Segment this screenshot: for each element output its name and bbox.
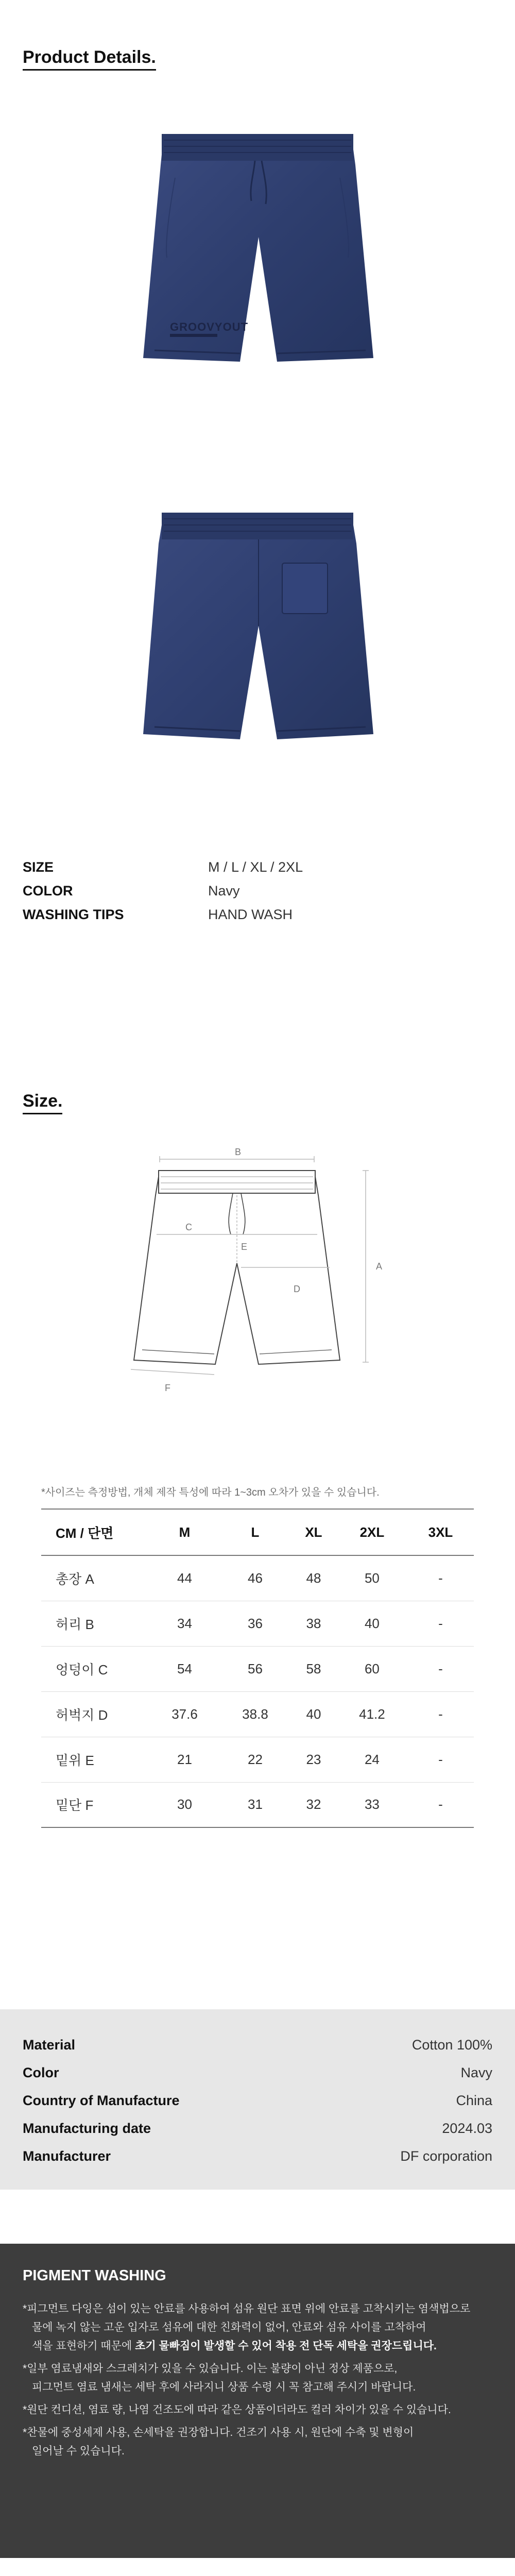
size-table-label: 총장 A: [41, 1555, 149, 1601]
info-row-date: [23, 2114, 492, 2142]
size-table-cell: 56: [220, 1646, 290, 1691]
front-print-logo: GROOVYOUT: [170, 320, 249, 333]
front-shorts-illustration: [139, 129, 376, 366]
size-table-header: XL: [290, 1509, 337, 1555]
size-table-label: 밑위 E: [41, 1737, 149, 1782]
size-table-cell: 22: [220, 1737, 290, 1782]
back-shorts-illustration: [139, 507, 376, 744]
product-info-band: [0, 2009, 515, 2190]
size-table-cell: 31: [220, 1782, 290, 1827]
size-table-row: [41, 1691, 474, 1737]
size-table-cell: 32: [290, 1782, 337, 1827]
pigment-emphasis: 초기 물빠짐이 발생할 수 있어 착용 전 단독 세탁을 권장드립니다.: [135, 2340, 437, 2352]
size-table-cell: 44: [149, 1555, 220, 1601]
size-table-label: 엉덩이 C: [41, 1646, 149, 1691]
info-key: Color: [23, 2064, 59, 2080]
size-table-cell: 37.6: [149, 1691, 220, 1737]
spec-key: SIZE: [23, 859, 54, 875]
size-table-label: 밑단 F: [41, 1782, 149, 1827]
spec-row-washing: [23, 903, 486, 926]
label-f: F: [165, 1383, 170, 1393]
size-table-row: [41, 1782, 474, 1827]
spec-key: COLOR: [23, 883, 73, 899]
size-table-cell: 38: [290, 1601, 337, 1646]
info-row-color: [23, 2059, 492, 2087]
size-table-cell: -: [407, 1691, 474, 1737]
info-row-country: [23, 2087, 492, 2114]
front-shorts-image: [139, 129, 376, 366]
size-table-cell: 30: [149, 1782, 220, 1827]
pigment-text: 물에 녹지 않는 고운 입자로 섬유에 대한 친화력이 없어, 안료와 섬유 사이를 고착하여: [32, 2321, 426, 2333]
spec-row-size: [23, 855, 486, 879]
info-value: Navy: [460, 2064, 492, 2080]
pigment-text: 일어날 수 있습니다.: [32, 2445, 125, 2457]
size-table-cell: 23: [290, 1737, 337, 1782]
pigment-text: *원단 컨디션, 염료 량, 나염 건조도에 따라 같은 상품이더라도 컬러 차이가 있을 수 있습니다.: [23, 2404, 451, 2416]
size-table-cell: 40: [290, 1691, 337, 1737]
size-table-header: L: [220, 1509, 290, 1555]
info-row-manufacturer: [23, 2142, 492, 2170]
spec-value: Navy: [208, 883, 240, 899]
size-table-cell: 50: [337, 1555, 407, 1601]
size-table-label: 허벅지 D: [41, 1691, 149, 1737]
product-details-title: Product Details.: [23, 47, 156, 67]
info-value: Cotton 100%: [411, 2037, 492, 2053]
back-shorts-image: [139, 507, 376, 744]
size-table-cell: 60: [337, 1646, 407, 1691]
size-table-header-row: [41, 1509, 474, 1555]
size-title: Size.: [23, 1091, 62, 1111]
size-table-row: [41, 1601, 474, 1646]
size-table-label: 허리 B: [41, 1601, 149, 1646]
pigment-text: *찬물에 중성세제 사용, 손세탁을 권장합니다. 건조기 사용 시, 원단에 수축 및 변형이: [23, 2427, 414, 2438]
size-table-cell: 34: [149, 1601, 220, 1646]
label-c: C: [185, 1222, 192, 1232]
pigment-text: *일부 염료냄새와 스크레치가 있을 수 있습니다. 이는 불량이 아닌 정상 제품으로,: [23, 2363, 398, 2375]
size-table-cell: 48: [290, 1555, 337, 1601]
info-key: Manufacturer: [23, 2148, 111, 2164]
pigment-text: 색을 표현하기 때문에 초기 물빠짐이 발생할 수 있어 착용 전 단독 세탁을 권장드립니다.: [32, 2340, 437, 2352]
size-table-cell: -: [407, 1737, 474, 1782]
size-table-row: [41, 1646, 474, 1691]
size-table-cell: 38.8: [220, 1691, 290, 1737]
size-table-header: 3XL: [407, 1509, 474, 1555]
size-table-header: M: [149, 1509, 220, 1555]
size-table-row: [41, 1737, 474, 1782]
label-e: E: [241, 1242, 248, 1252]
pigment-text: 피그먼트 염료 냄새는 세탁 후에 사라지니 상품 수령 시 꼭 참고해 주시기 바랍니다.: [32, 2381, 416, 2393]
size-table-cell: 36: [220, 1601, 290, 1646]
info-key: Country of Manufacture: [23, 2092, 180, 2108]
spec-value: HAND WASH: [208, 906, 293, 922]
spec-block: [23, 855, 486, 926]
size-table-cell: 54: [149, 1646, 220, 1691]
pigment-title: PIGMENT WASHING: [23, 2267, 166, 2284]
size-table-cell: 24: [337, 1737, 407, 1782]
size-table: [41, 1509, 474, 1828]
size-table-header: CM / 단면: [41, 1509, 149, 1555]
size-table-cell: 33: [337, 1782, 407, 1827]
size-diagram: [98, 1144, 417, 1412]
spec-key: WASHING TIPS: [23, 906, 124, 922]
size-table-cell: 40: [337, 1601, 407, 1646]
size-table-row: [41, 1555, 474, 1601]
size-note: *사이즈는 측정방법, 개체 제작 특성에 따라 1~3cm 오차가 있을 수 있습니다.: [41, 1487, 380, 1498]
size-table-cell: -: [407, 1646, 474, 1691]
label-b: B: [234, 1147, 242, 1157]
size-table-cell: 41.2: [337, 1691, 407, 1737]
info-key: Manufacturing date: [23, 2120, 151, 2136]
label-d: D: [294, 1284, 300, 1294]
label-a: A: [376, 1261, 383, 1272]
size-table-cell: 46: [220, 1555, 290, 1601]
size-table-header: 2XL: [337, 1509, 407, 1555]
size-table-cell: 21: [149, 1737, 220, 1782]
size-table-cell: -: [407, 1555, 474, 1601]
back-pocket: [282, 563, 328, 614]
pigment-text: *피그먼트 다잉은 섬이 있는 안료를 사용하여 섬유 원단 표면 위에 안료를 고착시키는 염색법으로: [23, 2303, 471, 2315]
spec-row-color: [23, 879, 486, 903]
info-key: Material: [23, 2037, 76, 2053]
size-table-cell: 58: [290, 1646, 337, 1691]
info-row-material: [23, 2031, 492, 2059]
info-value: DF corporation: [400, 2148, 492, 2164]
spec-value: M / L / XL / 2XL: [208, 859, 303, 875]
size-diagram-drawing: [98, 1144, 417, 1412]
size-table-cell: -: [407, 1601, 474, 1646]
size-table-cell: -: [407, 1782, 474, 1827]
pigment-washing-band: [0, 2244, 515, 2558]
info-value: 2024.03: [442, 2120, 492, 2136]
info-value: China: [456, 2092, 492, 2108]
